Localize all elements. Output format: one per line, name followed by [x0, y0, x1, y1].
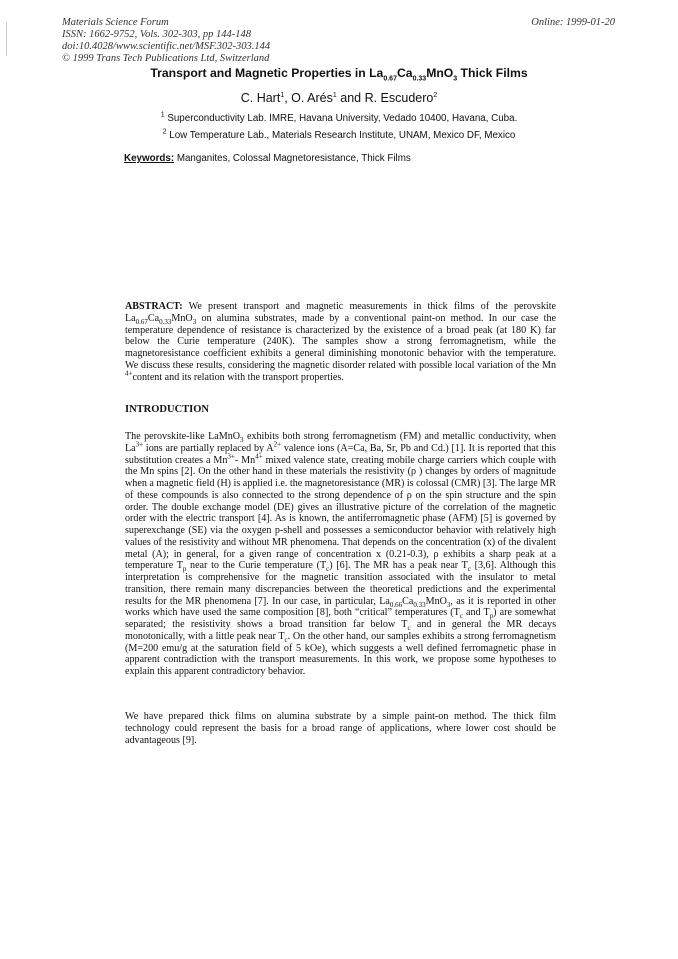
doi-line: doi:10.4028/www.scientific.net/MSF.302-303.144	[62, 41, 271, 52]
copyright-line: © 1999 Trans Tech Publications Ltd, Switzerland	[62, 53, 270, 64]
introduction-paragraph-2: We have prepared thick films on alumina substrate by a simple paint-on method. The thick film technology could represent the basis for a broad range of applications, where lower cost should be advantageous [9].	[125, 711, 556, 746]
abstract-label: ABSTRACT:	[125, 301, 183, 312]
issn-line: ISSN: 1662-9752, Vols. 302-303, pp 144-148	[62, 29, 251, 40]
affiliation-2: $^2$ Low Temperature Lab., Materials Research Institute, UNAM, Mexico DF, Mexico	[162, 128, 516, 141]
online-date: Online: 1999-01-20	[531, 17, 615, 28]
keywords: Keywords: Manganites, Colossal Magnetoresistance, Thick Films	[124, 153, 411, 164]
journal-name: Materials Science Forum	[62, 17, 169, 28]
introduction-heading: INTRODUCTION	[125, 404, 210, 415]
introduction-paragraph-1: The perovskite-like LaMnO$_3$ exhibits both strong ferromagnetism (FM) and metallic conductivity, when $La^{3+}$ ions are partially replaced by $A^{2+}$ valence ions (A=Ca, Ba, Sr, Pb and Cd.) [1]. It is reported that this substitution creates a $Mn^{3+}-$ $Mn^{4+}$ mixed valence state, creating mobile charge carriers which couple with the Mn spins [2]. On the other hand in these materials the resistivity (ρ ) changes by orders of magnitude when a magnetic field (H) is applied i.e. the magnetoresistance (MR) is colossal (CMR) [3]. The large MR of these compounds is also connected to the strong dependence of ρ on the spin structure and the spin order. The double exchange model (DE) gives an illustrative picture of the correlation of the magnetic order with the electric transport [4]. As is known, the antiferromagnetic phase (AFM) [5] is governed by superexchange (SE) via the oxygen p-shell and possesses a semiconductor behavior with relatively high values of the resistivity and without MR phenomena. That depends on the concentration (x) of the divalent metal (A); in general, for a given range of concentration x (0.21-0.3), ρ exhibits a sharp peak at a temperature $T_p$ near to the Curie temperature $(T_c)$ [6]. The MR has a peak near $T_c$ [3,6]. Although this interpretation is comprehensive for the magnetic transition associated with the insulator to metal transition, there remain many discrepancies between the theoretical predictions and the experimental results for the MR phenomena [7]. In our case, in particular, $La_{0.66}Ca_{0.33}MnO_3$, as it is reported in other works which have used the same composition [8], both “critical” temperatures ($T_c$ and $T_p$) are somewhat separated; the resistivity shows a broad transition far below $T_c$ and in general the MR decays monotonically, with a little peak near $T_c$. On the other hand, our samples exhibits a strong ferromagnetism (M=200 emu/g at the saturation field of 5 kOe), which suggests a well defined ferromagnetic phase in apparent contradiction with the transport measurements. In this work, we propose some hypotheses to explain this apparent contradictory behavior.	[125, 431, 556, 677]
author-list: C. Hart$^1$, O. Arés$^1$ and R. Escudero$^2$	[240, 91, 438, 105]
affiliation-1: $^1$ Superconductivity Lab. IMRE, Havana University, Vedado 10400, Havana, Cuba.	[160, 111, 518, 124]
margin-line	[6, 22, 7, 56]
abstract: ABSTRACT: We present transport and magnetic measurements in thick films of the perovskite $La_{0.67}Ca_{0.33}MnO_3$ on alumina substrates, made by a conventional paint-on method. In our case the temperature dependence of resistance is characterized by the existence of a broad peak (at 180 K) far below the Curie temperature (240K). The samples show a strong ferromagnetism, while the magnetoresistance coefficient exhibits a general diminishing monotonic behavior with the temperature. We discuss these results, considering the magnetic disorder related with possible local variation of the Mn $^{4+}$content and its relation with the transport properties.	[125, 301, 556, 383]
paper-title: Transport and Magnetic Properties in $La_{0.67}Ca_{0.33}MnO_3$ Thick Films	[150, 66, 528, 83]
